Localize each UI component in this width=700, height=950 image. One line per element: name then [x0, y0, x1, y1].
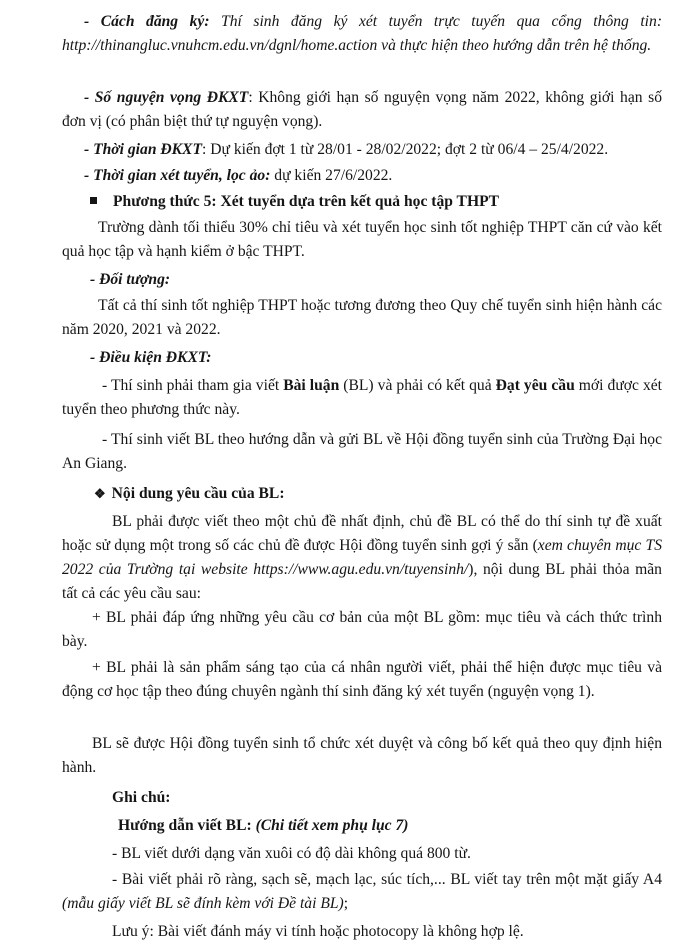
method5-heading	[62, 190, 662, 214]
time-text: : Dự kiến đợt 1 từ 28/01 - 28/02/2022; đợt 2 từ 06/4 – 25/4/2022.	[201, 141, 609, 158]
diamond-bullet-icon: ❖	[94, 486, 106, 501]
conditions-item-1-text-2: (BL) và phải có kết quả	[339, 377, 496, 394]
conditions-item-1-text-3: mới được xét tuyển theo phương thức này.	[62, 377, 663, 418]
conditions-heading	[62, 346, 662, 370]
note-item-2-text: - Bài viết phải rõ ràng, sạch sẽ, mạch lạc, súc tích,... BL viết tay trên một mặt giấy A4	[112, 871, 662, 888]
essay-term: Bài luận	[283, 377, 340, 394]
screening-label: - Thời gian xét tuyển, lọc ảo:	[84, 167, 271, 184]
registration-url[interactable]: http://thinangluc.vnuhcm.edu.vn/dgnl/home.action	[62, 37, 378, 54]
registration-paragraph	[62, 10, 662, 58]
content-heading	[62, 482, 662, 506]
conditions-item-1	[62, 374, 662, 422]
target-text: Tất cả thí sinh tốt nghiệp THPT hoặc tương đương theo Quy chế tuyển sinh hiện hành các năm 2020, 2021 và 2022.	[62, 297, 662, 338]
screening-paragraph	[62, 164, 662, 188]
note-title: Ghi chú:	[112, 789, 171, 806]
wishes-paragraph	[62, 86, 662, 134]
content-paragraph-1	[62, 510, 662, 606]
wishes-label: - Số nguyện vọng ĐKXT	[84, 89, 249, 106]
time-label: - Thời gian ĐKXT	[84, 141, 202, 158]
note-item-2	[62, 868, 662, 916]
conditions-item-1-text: - Thí sinh phải tham gia viết	[102, 377, 284, 394]
guide-heading	[62, 814, 662, 838]
content-p1-link[interactable]: xem chuyên mục TS 2022 của Trường tại website https://www.agu.edu.vn/tuyensinh/	[62, 537, 662, 578]
note-heading	[62, 786, 662, 810]
guide-ref: (Chi tiết xem phụ lục 7)	[251, 817, 409, 834]
registration-label: - Cách đăng ký:	[84, 13, 210, 30]
content-paragraph-2: + BL phải đáp ứng những yêu cầu cơ bản của một BL gồm: mục tiêu và cách thức trình bày.	[62, 609, 662, 650]
content-paragraph-4: BL sẽ được Hội đồng tuyển sinh tổ chức xét duyệt và công bố kết quả theo quy định hiện hành.	[62, 735, 662, 776]
method5-intro: Trường dành tối thiểu 30% chỉ tiêu và xét tuyển học sinh tốt nghiệp THPT căn cứ vào kết quả học tập và hạnh kiểm ở bậc THPT.	[62, 219, 662, 260]
registration-text: Thí sinh đăng ký xét tuyển trực tuyến qua cổng thông tin:	[209, 13, 663, 30]
note-item-3: Lưu ý: Bài viết đánh máy vi tính hoặc photocopy là không hợp lệ.	[112, 923, 524, 940]
note-item-2-end: ;	[343, 895, 349, 912]
square-bullet-icon	[90, 197, 97, 204]
registration-text-2: và thực hiện theo hướng dẫn trên hệ thống.	[377, 37, 652, 54]
conditions-label: - Điều kiện ĐKXT:	[90, 349, 212, 366]
target-label: - Đối tượng:	[90, 271, 171, 288]
note-item-2-italic: (mẫu giấy viết BL sẽ đính kèm với Đề tài BL)	[62, 895, 344, 912]
content-p1-text: BL phải được viết theo một chủ đề nhất định, chủ đề BL có thể do thí sinh tự đề xuất hoặc sử dụng một trong số các chủ đề được Hội đồng tuyển sinh gợi ý sẵn (	[62, 513, 662, 554]
screening-text: dự kiến 27/6/2022.	[270, 167, 393, 184]
content-title: Nội dung yêu cầu của BL:	[111, 485, 285, 502]
content-paragraph-3: + BL phải là sản phẩm sáng tạo của cá nhân người viết, phải thể hiện được mục tiêu và động cơ học tập theo đúng chuyên ngành thí sinh đăng ký xét tuyển (nguyện vọng 1).	[62, 659, 662, 700]
wishes-text: : Không giới hạn số nguyện vọng năm 2022, không giới hạn số đơn vị (có phân biệt thứ tự nguyện vọng).	[62, 89, 662, 130]
guide-label: Hướng dẫn viết BL:	[118, 817, 252, 834]
pass-term: Đạt yêu cầu	[495, 377, 575, 394]
method5-title: Phương thức 5: Xét tuyển dựa trên kết quả học tập THPT	[113, 193, 499, 210]
conditions-item-2: - Thí sinh viết BL theo hướng dẫn và gửi BL về Hội đồng tuyển sinh của Trường Đại học An Giang.	[62, 431, 662, 472]
content-p1-text-2: ), nội dung BL phải thỏa mãn tất cả các yêu cầu sau:	[62, 561, 662, 602]
time-paragraph	[62, 138, 662, 162]
note-item-1: - BL viết dưới dạng văn xuôi có độ dài không quá 800 từ.	[112, 845, 471, 862]
target-heading	[62, 268, 662, 292]
